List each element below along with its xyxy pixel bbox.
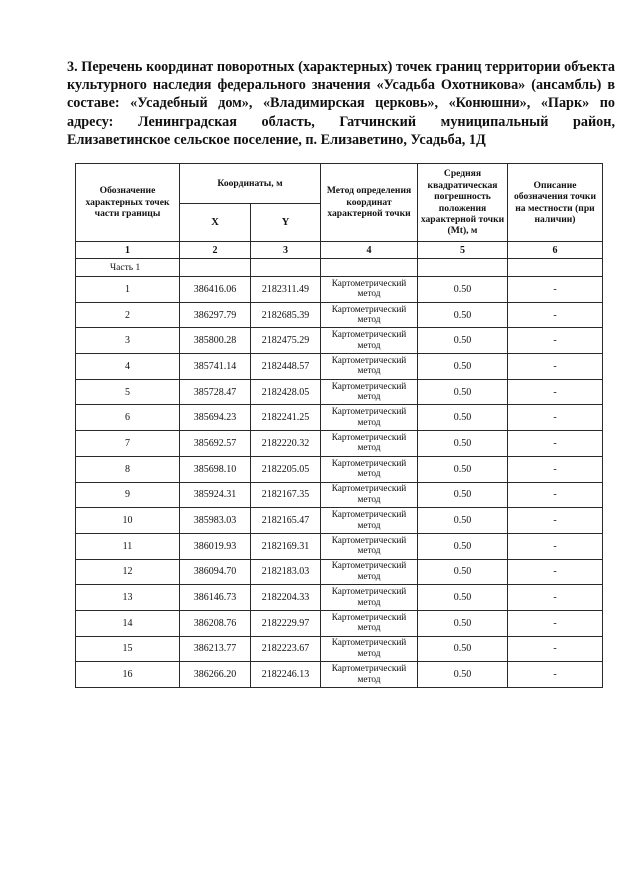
table-row — [76, 636, 603, 662]
header-accuracy: Средняя квадратическая погрешность положения характерной точки (Mt), м — [418, 164, 508, 242]
point-number-cell: 4 — [76, 354, 180, 380]
coord-y-cell: 2182475.29 — [251, 328, 321, 354]
coord-y-cell: 2182428.05 — [251, 379, 321, 405]
point-number-cell: 1 — [76, 277, 180, 303]
method-cell: Картометрический метод — [321, 636, 418, 662]
point-number-cell: 10 — [76, 508, 180, 534]
description-cell: - — [508, 354, 603, 380]
coord-x-cell: 386094.70 — [180, 559, 251, 585]
method-cell: Картометрический метод — [321, 354, 418, 380]
coord-x-cell: 386019.93 — [180, 533, 251, 559]
accuracy-cell: 0.50 — [418, 379, 508, 405]
coord-y-cell: 2182167.35 — [251, 482, 321, 508]
coord-x-cell: 385741.14 — [180, 354, 251, 380]
table-row — [76, 482, 603, 508]
coord-y-cell: 2182246.13 — [251, 662, 321, 688]
description-cell: - — [508, 456, 603, 482]
coord-y-cell: 2182220.32 — [251, 431, 321, 457]
header-y: Y — [251, 204, 321, 242]
description-cell: - — [508, 508, 603, 534]
column-number: 2 — [180, 242, 251, 259]
description-cell: - — [508, 431, 603, 457]
coord-x-cell: 386146.73 — [180, 585, 251, 611]
coord-y-cell: 2182165.47 — [251, 508, 321, 534]
accuracy-cell: 0.50 — [418, 508, 508, 534]
description-cell: - — [508, 559, 603, 585]
table-row — [76, 456, 603, 482]
method-cell: Картометрический метод — [321, 482, 418, 508]
accuracy-cell: 0.50 — [418, 610, 508, 636]
table-row — [76, 302, 603, 328]
coord-y-cell: 2182685.39 — [251, 302, 321, 328]
part-label: Часть 1 — [76, 259, 180, 277]
coord-y-cell: 2182448.57 — [251, 354, 321, 380]
coord-y-cell: 2182183.03 — [251, 559, 321, 585]
header-row-1 — [76, 164, 603, 204]
method-cell: Картометрический метод — [321, 585, 418, 611]
description-cell: - — [508, 533, 603, 559]
column-number: 1 — [76, 242, 180, 259]
coord-x-cell: 386297.79 — [180, 302, 251, 328]
table-row — [76, 559, 603, 585]
description-cell: - — [508, 662, 603, 688]
point-number-cell: 11 — [76, 533, 180, 559]
table-row — [76, 277, 603, 303]
accuracy-cell: 0.50 — [418, 328, 508, 354]
method-cell: Картометрический метод — [321, 559, 418, 585]
accuracy-cell: 0.50 — [418, 533, 508, 559]
point-number-cell: 16 — [76, 662, 180, 688]
accuracy-cell: 0.50 — [418, 585, 508, 611]
point-number-cell: 12 — [76, 559, 180, 585]
table-row — [76, 662, 603, 688]
table-row — [76, 533, 603, 559]
accuracy-cell: 0.50 — [418, 277, 508, 303]
column-number: 5 — [418, 242, 508, 259]
column-number: 3 — [251, 242, 321, 259]
method-cell: Картометрический метод — [321, 533, 418, 559]
accuracy-cell: 0.50 — [418, 662, 508, 688]
method-cell: Картометрический метод — [321, 302, 418, 328]
description-cell: - — [508, 405, 603, 431]
header-coordinates: Координаты, м — [180, 164, 321, 204]
coord-x-cell: 385983.03 — [180, 508, 251, 534]
coord-y-cell: 2182311.49 — [251, 277, 321, 303]
point-number-cell: 3 — [76, 328, 180, 354]
accuracy-cell: 0.50 — [418, 405, 508, 431]
method-cell: Картометрический метод — [321, 277, 418, 303]
method-cell: Картометрический метод — [321, 662, 418, 688]
coordinates-table — [75, 163, 603, 688]
coord-x-cell: 385698.10 — [180, 456, 251, 482]
point-number-cell: 14 — [76, 610, 180, 636]
coord-x-cell: 386208.76 — [180, 610, 251, 636]
point-number-cell: 13 — [76, 585, 180, 611]
coordinates-table-container — [75, 163, 602, 688]
accuracy-cell: 0.50 — [418, 354, 508, 380]
method-cell: Картометрический метод — [321, 405, 418, 431]
method-cell: Картометрический метод — [321, 431, 418, 457]
description-cell: - — [508, 328, 603, 354]
table-row — [76, 585, 603, 611]
point-number-cell: 15 — [76, 636, 180, 662]
coord-y-cell: 2182204.33 — [251, 585, 321, 611]
coord-y-cell: 2182205.05 — [251, 456, 321, 482]
coord-x-cell: 386266.20 — [180, 662, 251, 688]
coord-y-cell: 2182241.25 — [251, 405, 321, 431]
point-number-cell: 9 — [76, 482, 180, 508]
description-cell: - — [508, 636, 603, 662]
coord-x-cell: 385728.47 — [180, 379, 251, 405]
accuracy-cell: 0.50 — [418, 559, 508, 585]
coord-y-cell: 2182229.97 — [251, 610, 321, 636]
description-cell: - — [508, 585, 603, 611]
coord-x-cell: 385800.28 — [180, 328, 251, 354]
coord-x-cell: 386416.06 — [180, 277, 251, 303]
description-cell: - — [508, 482, 603, 508]
coord-x-cell: 385692.57 — [180, 431, 251, 457]
accuracy-cell: 0.50 — [418, 482, 508, 508]
point-number-cell: 5 — [76, 379, 180, 405]
column-number: 6 — [508, 242, 603, 259]
method-cell: Картометрический метод — [321, 456, 418, 482]
table-body — [76, 259, 603, 688]
table-row — [76, 405, 603, 431]
coord-x-cell: 385694.23 — [180, 405, 251, 431]
description-cell: - — [508, 379, 603, 405]
method-cell: Картометрический метод — [321, 508, 418, 534]
table-row — [76, 508, 603, 534]
header-designation: Обозначение характерных точек части границы — [76, 164, 180, 242]
header-description: Описание обозначения точки на местности (при наличии) — [508, 164, 603, 242]
description-cell: - — [508, 302, 603, 328]
point-number-cell: 2 — [76, 302, 180, 328]
table-row — [76, 610, 603, 636]
accuracy-cell: 0.50 — [418, 636, 508, 662]
header-method: Метод определения координат характерной точки — [321, 164, 418, 242]
coord-y-cell: 2182223.67 — [251, 636, 321, 662]
coord-x-cell: 385924.31 — [180, 482, 251, 508]
table-row — [76, 379, 603, 405]
description-cell: - — [508, 610, 603, 636]
accuracy-cell: 0.50 — [418, 431, 508, 457]
section-heading: 3. Перечень координат поворотных (характерных) точек границ территории объекта культурного наследия федерального значения «Усадьба Охотникова» (ансамбль) в составе: «Усадебный дом», «Владимирская церковь», «Конюшни», «Парк» по адресу: Ленинградская область, Гатчинский муниципальный район, Елизаветинское сельское поселение, п. Елизаветино, Усадьба, 1Д — [67, 59, 615, 148]
method-cell: Картометрический метод — [321, 328, 418, 354]
description-cell: - — [508, 277, 603, 303]
point-number-cell: 7 — [76, 431, 180, 457]
header-x: X — [180, 204, 251, 242]
accuracy-cell: 0.50 — [418, 302, 508, 328]
column-number: 4 — [321, 242, 418, 259]
table-row — [76, 354, 603, 380]
column-numbers-row — [76, 242, 603, 259]
point-number-cell: 8 — [76, 456, 180, 482]
part-row — [76, 259, 603, 277]
coord-x-cell: 386213.77 — [180, 636, 251, 662]
table-row — [76, 431, 603, 457]
point-number-cell: 6 — [76, 405, 180, 431]
table-row — [76, 328, 603, 354]
method-cell: Картометрический метод — [321, 379, 418, 405]
method-cell: Картометрический метод — [321, 610, 418, 636]
coord-y-cell: 2182169.31 — [251, 533, 321, 559]
accuracy-cell: 0.50 — [418, 456, 508, 482]
